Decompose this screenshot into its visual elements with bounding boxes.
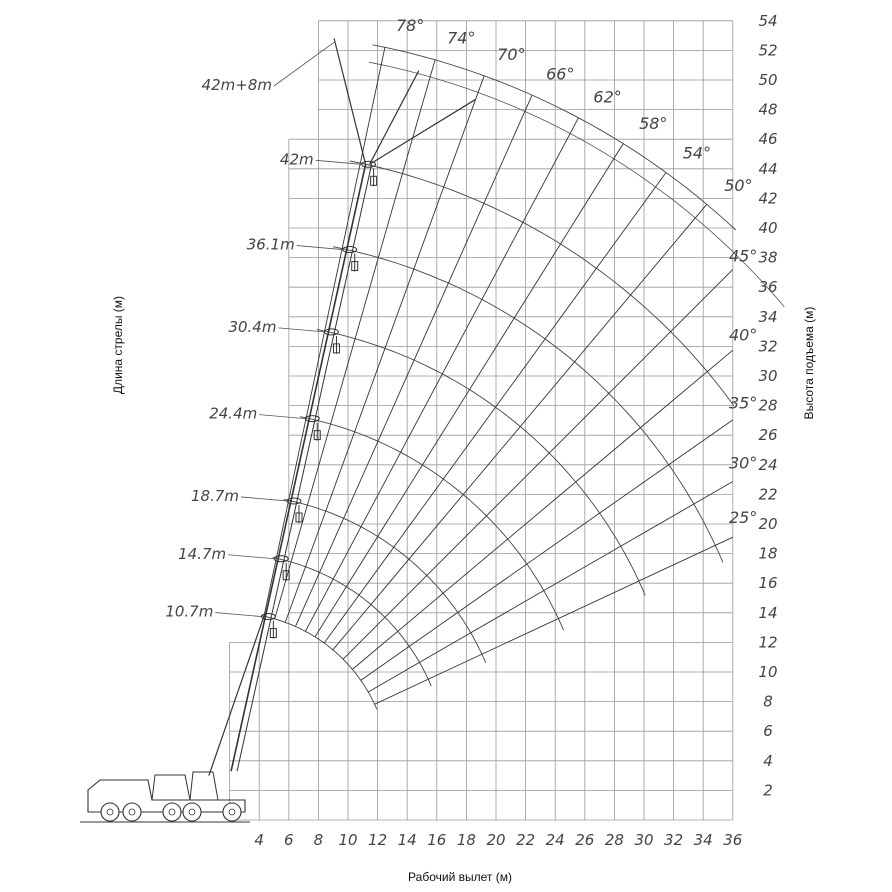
boom-angle-label: 35°	[728, 393, 758, 413]
y-tick-label: 4	[763, 751, 773, 770]
y-tick-label: 12	[758, 633, 778, 652]
boom-length-leader	[259, 415, 305, 419]
y-tick-label: 48	[758, 100, 778, 119]
x-tick-label: 8	[313, 831, 324, 849]
boom-angle-label: 40°	[728, 325, 758, 345]
y-tick-label: 32	[758, 337, 778, 356]
y-tick-label: 44	[758, 159, 778, 178]
boom-angle-ray	[285, 76, 484, 623]
x-axis-tick-labels	[254, 831, 742, 849]
left-axis-title: Длина стрелы (м)	[111, 295, 125, 395]
x-tick-label: 30	[634, 831, 654, 849]
x-tick-label: 18	[456, 831, 476, 849]
boom-angle-label: 54°	[682, 143, 712, 163]
y-tick-label: 40	[758, 219, 778, 237]
boom-angle-label: 70°	[497, 44, 526, 64]
x-tick-label: 12	[368, 831, 388, 849]
y-tick-label: 34	[758, 307, 778, 326]
boom-angle-ray	[305, 118, 578, 632]
boom-angle-label: 58°	[639, 114, 668, 134]
boom-angle-label: 62°	[593, 87, 622, 107]
boom-length-leader	[215, 613, 261, 617]
x-tick-label: 10	[338, 831, 358, 849]
truck-cab	[190, 772, 218, 800]
y-tick-label: 30	[758, 367, 778, 385]
boom-length-label: 10.7m	[165, 602, 214, 621]
y-tick-label: 52	[758, 41, 778, 60]
jib-line	[334, 38, 366, 164]
x-tick-label: 34	[693, 831, 713, 849]
boom-angle-label: 78°	[396, 15, 425, 35]
truck-wheel	[123, 803, 141, 821]
y-tick-label: 24	[758, 455, 778, 474]
boom-angle-ray	[295, 95, 532, 626]
y-tick-label: 18	[758, 544, 778, 563]
boom-angle-ray	[315, 144, 623, 637]
boom-angle-label: 50°	[724, 175, 753, 195]
x-tick-label: 24	[545, 831, 565, 849]
y-tick-label: 42	[758, 189, 778, 208]
boom-angle-label: 74°	[447, 28, 476, 48]
x-tick-label: 14	[397, 831, 417, 849]
boom-length-labels	[165, 42, 361, 620]
x-tick-label: 6	[284, 831, 294, 849]
truck-wheel	[101, 803, 119, 821]
y-tick-label: 50	[758, 71, 778, 89]
x-tick-label: 16	[427, 831, 447, 849]
truck-superstructure	[152, 775, 190, 800]
boom-length-label: 36.1m	[246, 235, 295, 254]
truck-wheel	[223, 803, 241, 821]
jib-arc	[369, 62, 784, 307]
boom-angle-ray	[368, 481, 733, 691]
truck-wheel	[183, 803, 201, 821]
boom-length-label: 14.7m	[178, 544, 227, 563]
truck-wheel	[163, 803, 181, 821]
x-tick-label: 28	[604, 831, 624, 849]
y-tick-label: 2	[763, 781, 773, 800]
boom-angle-label: 66°	[546, 64, 575, 84]
boom-angle-label: 25°	[728, 507, 758, 527]
x-tick-label: 4	[254, 831, 264, 849]
y-tick-label: 14	[758, 603, 778, 622]
y-tick-label: 38	[758, 248, 778, 267]
y-tick-label: 8	[763, 692, 773, 711]
jib-line	[370, 99, 476, 164]
right-axis-title: Высота подъема (м)	[802, 306, 816, 420]
boom-length-label: 42m+8m	[201, 76, 272, 94]
y-tick-label: 28	[758, 396, 778, 415]
lift-cylinder	[209, 613, 265, 776]
boom-length-label: 24.4m	[209, 404, 258, 423]
x-tick-label: 36	[723, 831, 743, 849]
boom-angle-ray	[375, 537, 733, 704]
boom-length-leader	[241, 497, 287, 501]
y-tick-label: 36	[758, 278, 778, 297]
y-tick-label: 54	[758, 11, 778, 30]
boom-angle-label: 30°	[728, 453, 758, 473]
boom-angle-ray	[352, 350, 732, 669]
x-tick-label: 26	[575, 831, 595, 849]
boom-angle-ray	[275, 60, 435, 619]
chart-grid	[230, 21, 733, 820]
boom-length-leader	[274, 42, 334, 86]
x-tick-label: 20	[486, 831, 506, 849]
boom-angle-ray	[343, 269, 733, 659]
x-tick-label: 32	[664, 831, 684, 849]
y-tick-label: 22	[758, 485, 778, 504]
y-tick-label: 46	[758, 130, 778, 149]
y-tick-label: 10	[758, 663, 778, 681]
boom-length-leader	[228, 555, 274, 559]
boom-main-line	[231, 164, 366, 771]
crane-truck-illustration	[80, 772, 250, 822]
boom-length-label: 30.4m	[228, 317, 277, 336]
boom-length-label: 18.7m	[190, 486, 239, 505]
boom-length-label: 42m	[279, 150, 314, 169]
y-axis-tick-labels	[758, 12, 777, 800]
y-tick-label: 6	[763, 722, 773, 741]
x-axis-title: Рабочий вылет (м)	[408, 870, 512, 884]
y-tick-label: 16	[758, 574, 778, 593]
boom-angle-label: 45°	[728, 246, 758, 266]
boom-main-line	[237, 164, 372, 771]
y-tick-label: 20	[758, 515, 778, 533]
y-tick-label: 26	[758, 426, 778, 445]
x-tick-label: 22	[516, 831, 536, 849]
